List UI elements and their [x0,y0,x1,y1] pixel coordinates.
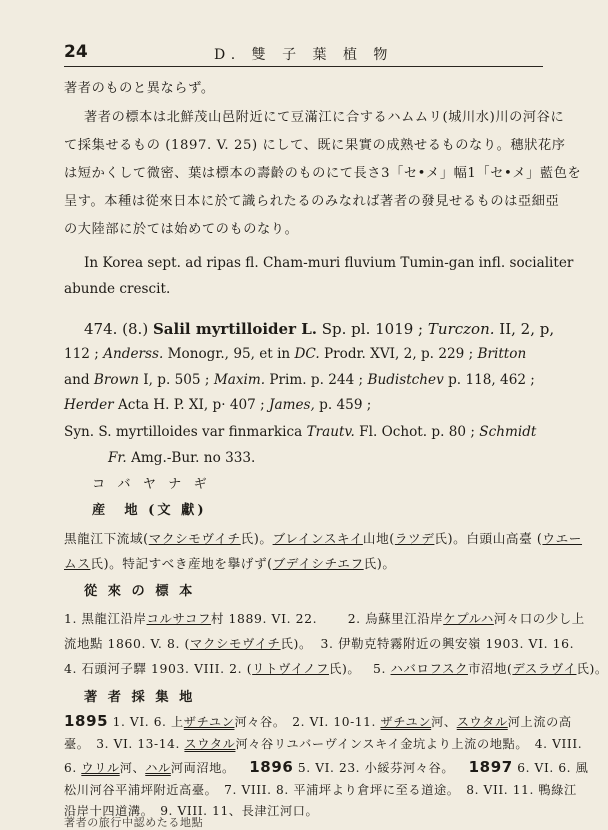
locality-line [64,530,582,548]
text: 河々谷リユバーヴインスキイ [235,737,401,751]
author: DC. [294,346,320,362]
text: 1. 黒龍江沿岸 [64,611,147,626]
text: 山地( [362,531,395,546]
person-name: ムス [64,556,91,571]
person-name: デスラヴイ [512,661,577,676]
author: Britton [477,346,527,362]
river-name: ザチユン [380,715,432,729]
text-line: は短かくして微密、葉は標本の壽齡のものにて長さ3「セ•メ」幅1「セ•メ」藍色を [64,166,582,181]
place-name: ケプルハ [443,611,494,626]
author: Trautv. [306,424,355,440]
person-name: ブデイシチエフ [272,556,364,571]
citation: p. 459 ; [319,397,372,413]
text: 氏)。特記すべき産地を擧げず( [90,556,273,571]
collection-line [64,758,588,777]
person-name: リトヴイノフ [252,661,329,676]
citation: Prim. p. 244 ; [269,372,364,388]
citation: Acta H. P. XI, p· 407 ; [117,397,265,413]
year: 1897 [468,758,513,776]
text: 臺。 3. VI. 13-14. [64,737,185,751]
species-line [64,371,535,389]
collection-line: 松川河谷平浦坪附近高臺。 7. VIII. 8. 平浦坪より倉坪に至る道途。 8. VII. 11. 鴨綠江 [64,783,577,797]
running-title: D. 雙 子 葉 植 物 [214,47,394,63]
river-name: ザチユン [183,715,235,729]
species-line [64,396,371,414]
author: Budistchev [367,372,444,388]
text: 2. 烏蘇里江沿岸 [347,611,444,626]
person-name: マクシモヴイチ [148,531,241,546]
map-caption: 著者の旅行中認めたる地點 [64,816,204,829]
author: Schmidt [479,424,537,440]
species-name: Salil myrtilloider L. [152,320,317,338]
locality-heading: 産 地 (文 獻) [92,503,207,518]
river-name: ウリル [81,761,120,775]
text: 3. 伊勒克特霧附近の興安嶺 1903. VI. 16. [320,636,575,651]
place-name: ハバロフスク [390,661,468,676]
text-line: 呈す。本種は從來日本に於て識られたるのみなれば著者の發見せるものは亞細亞 [64,194,560,209]
species-line [64,345,526,363]
page-header [64,42,543,68]
citation: p. 118, 462 ; [448,372,535,388]
specimens-heading: 從 來 の 標 本 [84,584,196,599]
citation: Monogr., 95, et in [167,346,291,362]
text-line: て採集せるもの (1897. V. 25) にして、既に果實の成熟せるものなり。穗狀花序 [64,138,566,153]
text: 黒龍江下流域( [64,531,149,546]
author-collection-heading: 著 者 採 集 地 [84,690,196,705]
author: Anderss. [103,346,164,362]
place-name: ブレインスキイ [272,531,363,546]
river-name: スウタル [184,737,236,751]
synonym-line [64,423,536,441]
synonym-line [108,449,255,467]
citation: and [64,372,90,388]
text: 村 1889. VI. 22. [210,611,318,626]
year: 1896 [249,758,294,776]
specimen-line [64,660,608,678]
text: 河、 [431,715,457,729]
text: 6. VI. 6. 風 [512,761,589,775]
synonym: Syn. S. myrtilloides var finmarkica [64,424,303,440]
latin-line: In Korea sept. ad ripas fl. Cham-muri fluvium Tumin-gan infl. socialiter [84,255,574,271]
header-rule [64,66,543,67]
citation: Fl. Ochot. p. 80 ; [359,424,475,440]
text-line: 著者のものと異ならず。 [64,81,215,96]
author: Brown [93,372,139,388]
citation: Amg.-Bur. no 333. [131,450,256,466]
citation: Sp. pl. 1019 ; [321,320,424,338]
text-line: の大陸部に於ては始めてのものなり。 [64,222,299,237]
text: 氏)。 [363,556,396,571]
place-name: コルサコフ [146,611,211,626]
text: 6. [64,761,82,775]
text: 河上流の高 [507,715,572,729]
text: 河々谷。 2. VI. 10-11. [234,715,381,729]
person-name: ウエー [542,531,583,546]
latin-line: abunde crescit. [64,281,171,297]
text: 河両沼地。 [170,761,235,775]
year: 1895 [64,712,109,730]
citation: 112 ; [64,346,99,362]
citation: II, 2, p, [499,320,555,338]
locality-line [64,555,396,573]
text: 河、 [119,761,146,775]
citation: Prodr. XVI, 2, p. 229 ; [324,346,474,362]
citation: I, p. 505 ; [143,372,210,388]
collection-line: 沿岸十四道溝。 9. VIII. 11、長津江河口。 [64,804,319,818]
specimen-line [64,635,574,653]
species-number: 474. (8.) [84,320,149,338]
text: 5. [372,661,391,676]
river-name: スウタル [456,715,508,729]
japanese-name: コ バ ヤ ナ ギ [92,477,211,492]
river-name: ハル [145,761,171,775]
author: Fr. [108,450,127,466]
text: 市沼地( [467,661,513,676]
text: 氏)。 [576,661,608,676]
text: 1. VI. 6. 上 [108,715,184,729]
collection-line [64,735,582,753]
text: 氏)。 [280,636,312,651]
author: Turczon. [427,320,495,338]
page-number: 24 [64,42,88,62]
author: James, [269,397,315,413]
text-line: 著者の標本は北鮮茂山邑附近にて豆滿江に合するハムムリ(城川水)川の河谷に [84,110,565,125]
text: 4. 石頭河子驛 1903. VIII. 2. ( [64,661,253,676]
text: 氏)。 [329,661,361,676]
species-line [84,320,554,338]
person-name: マクシモヴイチ [189,636,281,651]
author: Maxim. [213,372,266,388]
specimen-line [64,610,585,628]
author: Herder [64,397,114,413]
text: 氏)。 [240,531,273,546]
text: 河々口の少し上 [493,611,585,626]
text: 金坑より上流の地點。 4. VIII. [400,737,583,751]
text: 氏)。白頭山高臺 ( [434,531,543,546]
text: 流地點 1860. V. 8. ( [64,636,190,651]
person-name: ラツデ [394,531,435,546]
text: 5. VI. 23. 小綏芬河々谷。 [293,761,455,775]
collection-line [64,712,572,731]
